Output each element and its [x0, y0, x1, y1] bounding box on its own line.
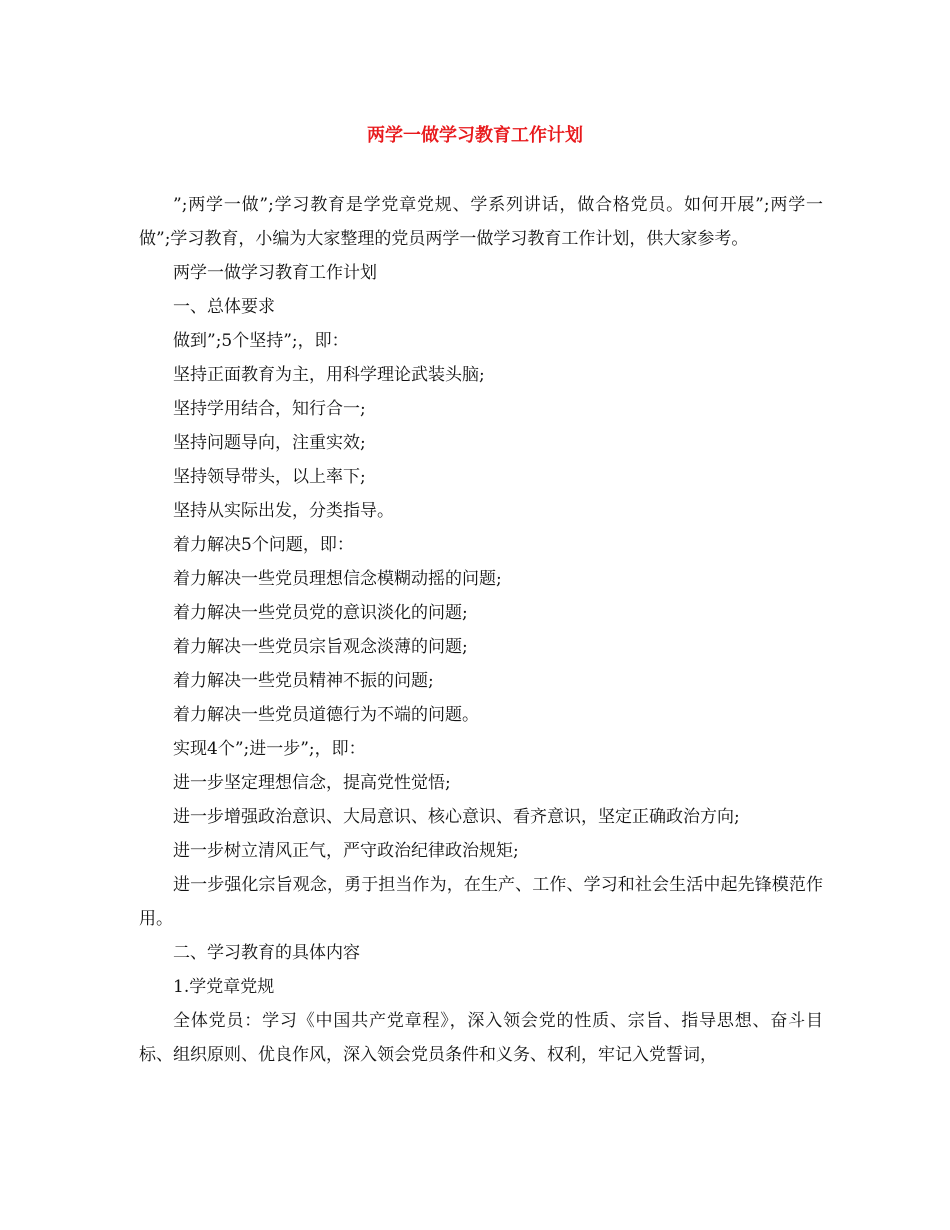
- list-item: 着力解决一些党员理想信念模糊动摇的问题;: [173, 569, 502, 589]
- list-item: 着力解决一些党员党的意识淡化的问题;: [173, 603, 468, 623]
- list-item: 着力解决一些党员精神不振的问题;: [173, 671, 434, 691]
- list-item: 进一步坚定理想信念，提高党性觉悟;: [173, 773, 451, 793]
- paragraph-intro: ”;两学一做”;学习教育是学党章党规、学系列讲话，做合格党员。如何开展”;两学一做”;学习教育，小编为大家整理的党员两学一做学习教育工作计划，供大家参考。: [139, 195, 823, 249]
- list-item: 着力解决一些党员道德行为不端的问题。: [173, 705, 479, 725]
- list-item: 进一步增强政治意识、大局意识、核心意识、看齐意识，坚定正确政治方向;: [173, 807, 740, 827]
- list-item: 坚持从实际出发，分类指导。: [173, 501, 394, 521]
- document-title: 两学一做学习教育工作计划: [367, 125, 583, 146]
- list-item: 坚持正面教育为主，用科学理论武装头脑;: [173, 365, 485, 385]
- list-item: 进一步树立清风正气，严守政治纪律政治规矩;: [173, 841, 519, 861]
- list-item: 坚持领导带头，以上率下;: [173, 467, 366, 487]
- section-heading-1: 一、总体要求: [173, 297, 275, 317]
- paragraph: 全体党员：学习《中国共产党章程》，深入领会党的性质、宗旨、指导思想、奋斗目标、组织原则、优良作风，深入领会党员条件和义务、权利，牢记入党誓词，: [139, 1011, 823, 1065]
- subsection-heading: 1.学党章党规: [173, 977, 275, 997]
- list-item: 着力解决一些党员宗旨观念淡薄的问题;: [173, 637, 468, 657]
- paragraph: 实现4个”;进一步”;，即：: [173, 739, 366, 759]
- paragraph: 做到”;5个坚持”;，即：: [173, 331, 349, 351]
- list-item: 进一步强化宗旨观念，勇于担当作为，在生产、工作、学习和社会生活中起先锋模范作用。: [139, 875, 823, 929]
- paragraph: 着力解决5个问题，即：: [173, 535, 354, 555]
- document-body: [139, 188, 823, 1072]
- section-heading-2: 二、学习教育的具体内容: [173, 943, 360, 963]
- list-item: 坚持学用结合，知行合一;: [173, 399, 366, 419]
- paragraph-subtitle: 两学一做学习教育工作计划: [173, 263, 377, 283]
- list-item: 坚持问题导向，注重实效;: [173, 433, 366, 453]
